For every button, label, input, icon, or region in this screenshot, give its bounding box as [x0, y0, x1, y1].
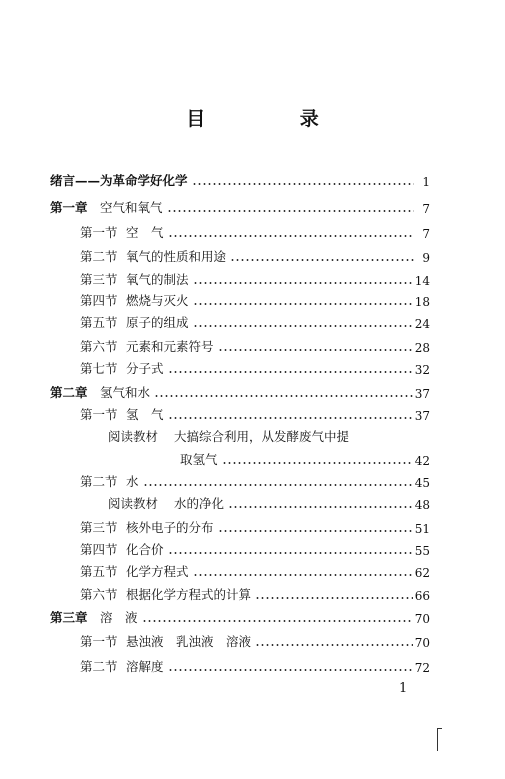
- dot-leader: [193, 281, 413, 285]
- toc-entry-title: 取氢气: [180, 452, 218, 467]
- toc-entry[interactable]: [80, 632, 430, 650]
- toc-entry-number: 第三节: [80, 520, 118, 535]
- toc-entry[interactable]: [80, 518, 430, 536]
- toc-entry[interactable]: [80, 657, 430, 675]
- dot-leader: [193, 573, 413, 577]
- toc-entry-page: 72: [414, 661, 430, 675]
- toc-entry-page: 42: [414, 454, 430, 468]
- toc-entry-title: 水: [126, 474, 139, 489]
- dot-leader: [230, 258, 414, 262]
- toc-entry-page: 51: [414, 522, 430, 536]
- toc-entry[interactable]: [80, 270, 430, 288]
- toc-entry-page: 66: [414, 589, 430, 603]
- toc-entry-number: 第四节: [80, 293, 118, 308]
- toc-entry-number: 第六节: [80, 339, 118, 354]
- toc-entry-title: 空气和氧气: [100, 200, 163, 215]
- toc-entry-title: 水的净化: [174, 496, 225, 511]
- dot-leader: [168, 668, 413, 672]
- toc-entry-number: 第二章: [50, 385, 88, 400]
- toc-entry[interactable]: [80, 291, 430, 309]
- dot-leader: [222, 461, 413, 465]
- dot-leader: [168, 551, 413, 555]
- toc-entry-title: 大搞综合利用，从发酵废气中提: [174, 429, 350, 444]
- toc-entry[interactable]: [80, 313, 430, 331]
- toc-entry[interactable]: [80, 540, 430, 558]
- toc-entry-number: 第二节: [80, 474, 118, 489]
- toc-entry-number: 第四节: [80, 542, 118, 557]
- toc-entry-title: 化学方程式: [126, 564, 189, 579]
- toc-entry-page: 18: [414, 295, 430, 309]
- toc-entry-page: 62: [414, 566, 430, 580]
- toc-entry-page: 7: [422, 202, 430, 216]
- toc-entry[interactable]: [50, 198, 430, 216]
- toc-entry-title: 氧气的性质和用途: [126, 249, 227, 264]
- crop-mark: [437, 728, 442, 751]
- toc-entry-title: 分子式: [126, 361, 164, 376]
- toc-entry-number: 第一节: [80, 225, 118, 240]
- toc-entry[interactable]: [108, 494, 430, 512]
- toc-entry-title: 绪言——为革命学好化学: [50, 173, 188, 188]
- dot-leader: [193, 302, 413, 306]
- dot-leader: [218, 529, 413, 533]
- toc-entry[interactable]: [180, 450, 430, 468]
- toc-entry[interactable]: [108, 427, 430, 445]
- toc-entry-title: 化合价: [126, 542, 164, 557]
- dot-leader: [168, 370, 413, 374]
- toc-entry-number: 第五节: [80, 564, 118, 579]
- toc-entry-number: 第二节: [80, 249, 118, 264]
- toc-entry-title: 原子的组成: [126, 315, 189, 330]
- toc-entry-title: 氢气和水: [100, 385, 151, 400]
- toc-entry-number: 第六节: [80, 587, 118, 602]
- toc-entry-number: 阅读教材: [108, 429, 159, 444]
- toc-entry-page: 14: [414, 274, 430, 288]
- toc-entry-page: 48: [414, 498, 430, 512]
- toc-entry[interactable]: [80, 472, 430, 490]
- dot-leader: [255, 596, 413, 600]
- toc-entry[interactable]: [80, 359, 430, 377]
- toc-entry-page: 45: [414, 476, 430, 490]
- dot-leader: [154, 394, 413, 398]
- toc-entry-number: 阅读教材: [108, 496, 159, 511]
- toc-entry-number: 第三章: [50, 610, 88, 625]
- toc-entry-page: 70: [414, 636, 430, 650]
- toc-entry-title: 氧气的制法: [126, 272, 189, 287]
- toc-entry-title: 根据化学方程式的计算: [126, 587, 252, 602]
- toc-entry-title: 溶解度: [126, 659, 164, 674]
- toc-entry-page: 9: [422, 251, 430, 265]
- dot-leader: [142, 619, 413, 623]
- dot-leader: [218, 348, 413, 352]
- toc-entry[interactable]: [80, 405, 430, 423]
- toc-entry-page: 55: [414, 544, 430, 558]
- toc-entry-number: 第三节: [80, 272, 118, 287]
- toc-entry[interactable]: [50, 383, 430, 401]
- toc-entry-number: 第一节: [80, 407, 118, 422]
- toc-entry-page: 70: [414, 612, 430, 626]
- toc-entry-title: 氢 气: [126, 407, 164, 422]
- dot-leader: [143, 483, 413, 487]
- toc-entry-number: 第一节: [80, 634, 118, 649]
- toc-entry-number: 第二节: [80, 659, 118, 674]
- dot-leader: [193, 324, 413, 328]
- dot-leader: [168, 234, 414, 238]
- toc-entry-title: 核外电子的分布: [126, 520, 214, 535]
- page-number: 1: [399, 681, 408, 696]
- toc-entry[interactable]: [50, 171, 430, 189]
- toc-entry[interactable]: [80, 247, 430, 265]
- toc-entry-page: 37: [414, 387, 430, 401]
- toc-entry[interactable]: [80, 585, 430, 603]
- toc-entry-title: 元素和元素符号: [126, 339, 214, 354]
- toc-entry-page: 37: [414, 409, 430, 423]
- toc-entry-title: 空 气: [126, 225, 164, 240]
- dot-leader: [255, 643, 413, 647]
- toc-entry-page: 28: [414, 341, 430, 355]
- toc-entry-page: 1: [422, 175, 430, 189]
- dot-leader: [228, 505, 413, 509]
- toc-entry-page: 32: [414, 363, 430, 377]
- toc-entry-page: 7: [422, 227, 430, 241]
- toc-entry-number: 第五节: [80, 315, 118, 330]
- toc-entry-number: 第一章: [50, 200, 88, 215]
- dot-leader: [192, 182, 414, 186]
- toc-entry-number: 第七节: [80, 361, 118, 376]
- toc-entry[interactable]: [80, 562, 430, 580]
- toc-heading: 目 录: [186, 108, 363, 130]
- toc-entry[interactable]: [80, 223, 430, 241]
- toc-entry-title: 悬浊液 乳浊液 溶液: [126, 634, 252, 649]
- toc-entry-page: 24: [414, 317, 430, 331]
- dot-leader: [167, 209, 414, 213]
- dot-leader: [168, 416, 413, 420]
- toc-entry[interactable]: [50, 608, 430, 626]
- toc-entry[interactable]: [80, 337, 430, 355]
- toc-entry-title: 溶 液: [100, 610, 138, 625]
- toc-entry-title: 燃烧与灭火: [126, 293, 189, 308]
